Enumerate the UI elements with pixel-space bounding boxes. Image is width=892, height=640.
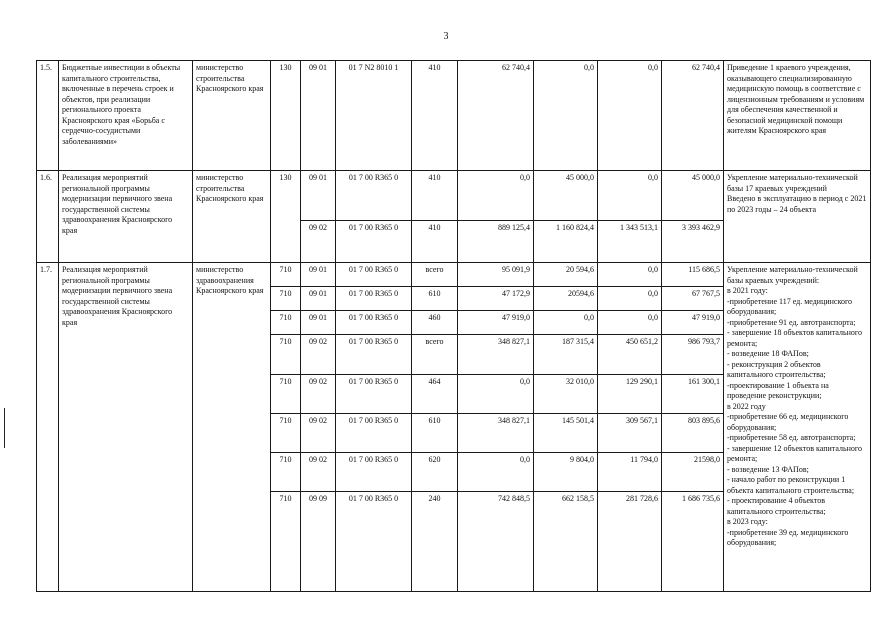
rzpr-code: 09 09 (301, 492, 336, 592)
grbs-code: 710 (271, 375, 301, 414)
table-row (37, 263, 871, 287)
value-2022: 32 010,0 (534, 375, 598, 414)
value-2021: 62 740,4 (458, 61, 534, 171)
value-2021: 0,0 (458, 453, 534, 492)
grbs-code: 710 (271, 414, 301, 453)
csr-code: 01 7 00 R365 0 (336, 335, 412, 375)
rzpr-code: 09 01 (301, 311, 336, 335)
csr-code: 01 7 00 R365 0 (336, 221, 412, 263)
vr-code: 410 (412, 171, 458, 221)
value-2023: 0,0 (598, 287, 662, 311)
value-2022: 0,0 (534, 311, 598, 335)
budget-table (36, 60, 871, 592)
value-2023: 0,0 (598, 263, 662, 287)
value-2023: 0,0 (598, 171, 662, 221)
ministry-name: министерство строительства Красноярского края (193, 171, 271, 263)
value-2023: 1 343 513,1 (598, 221, 662, 263)
value-2023: 281 728,6 (598, 492, 662, 592)
value-2021: 348 827,1 (458, 335, 534, 375)
value-2022: 187 315,4 (534, 335, 598, 375)
page-number: 3 (443, 31, 449, 42)
value-2023: 0,0 (598, 311, 662, 335)
grbs-code: 710 (271, 453, 301, 492)
value-total: 47 919,0 (662, 311, 724, 335)
rzpr-code: 09 01 (301, 171, 336, 221)
grbs-code: 710 (271, 492, 301, 592)
csr-code: 01 7 00 R365 0 (336, 287, 412, 311)
value-2022: 20594,6 (534, 287, 598, 311)
rzpr-code: 09 01 (301, 61, 336, 171)
vr-code: 410 (412, 61, 458, 171)
value-2021: 95 091,9 (458, 263, 534, 287)
vr-code: всего (412, 335, 458, 375)
vr-code: 464 (412, 375, 458, 414)
value-total: 986 793,7 (662, 335, 724, 375)
value-2022: 145 501,4 (534, 414, 598, 453)
value-2022: 662 158,5 (534, 492, 598, 592)
value-2023: 309 567,1 (598, 414, 662, 453)
rzpr-code: 09 01 (301, 263, 336, 287)
value-2023: 0,0 (598, 61, 662, 171)
row-number: 1.6. (37, 171, 59, 263)
value-2021: 348 827,1 (458, 414, 534, 453)
vr-code: 610 (412, 414, 458, 453)
margin-mark (4, 408, 5, 448)
row-number: 1.7. (37, 263, 59, 592)
value-2021: 742 848,5 (458, 492, 534, 592)
grbs-code: 130 (271, 61, 301, 171)
table-row (37, 61, 871, 171)
value-total: 1 686 735,6 (662, 492, 724, 592)
value-2022: 9 804,0 (534, 453, 598, 492)
csr-code: 01 7 00 R365 0 (336, 171, 412, 221)
value-2023: 11 794,0 (598, 453, 662, 492)
rzpr-code: 09 02 (301, 414, 336, 453)
csr-code: 01 7 00 R365 0 (336, 263, 412, 287)
vr-code: 610 (412, 287, 458, 311)
result-note: Приведение 1 краевого учреждения, оказывающего специализированную медицинскую помощь в соответствие с лицензионным требованиям и условиям для обеспечения качественной и безопасной медицинской помощи жителям Красноярского края (724, 61, 871, 171)
rzpr-code: 09 01 (301, 287, 336, 311)
value-total: 62 740,4 (662, 61, 724, 171)
result-note: Укрепление материально-технической базы краевых учреждений: в 2021 году: -приобретение 117 ед. медицинского оборудования; -приобретение 91 ед. автотранспорта; - завершение 18 объектов капитального ремонта; - возведение 18 ФАПов; - реконструкция 2 объектов капитального строительства; -проектирование 1 объекта на проведение реконструкции; в 2022 году -приобретение 66 ед. медицинского оборудования; -приобретение 58 ед. автотранспорта; - завершение 12 объектов капитального ремонта; - возведение 13 ФАПов; - начало работ по реконструкции 1 объекта капитального строительства; - проектирование 4 объектов капитального строительства; в 2023 году: -приобретение 39 ед. медицинского оборудования; (724, 263, 871, 592)
grbs-code: 710 (271, 311, 301, 335)
value-total: 3 393 462,9 (662, 221, 724, 263)
csr-code: 01 7 00 R365 0 (336, 375, 412, 414)
value-2021: 889 125,4 (458, 221, 534, 263)
grbs-code: 710 (271, 335, 301, 375)
measure-name: Реализация мероприятий региональной программы модернизации первичного звена государственной системы здравоохранения Красноярского края (59, 171, 193, 263)
grbs-code: 710 (271, 263, 301, 287)
value-2022: 45 000,0 (534, 171, 598, 221)
value-2021: 47 172,9 (458, 287, 534, 311)
value-2021: 0,0 (458, 375, 534, 414)
ministry-name: министерство здравоохранения Красноярского края (193, 263, 271, 592)
value-2023: 129 290,1 (598, 375, 662, 414)
table-row (37, 171, 871, 221)
rzpr-code: 09 02 (301, 453, 336, 492)
grbs-code: 710 (271, 287, 301, 311)
csr-code: 01 7 00 R365 0 (336, 414, 412, 453)
vr-code: всего (412, 263, 458, 287)
csr-code: 01 7 00 R365 0 (336, 492, 412, 592)
result-note: Укрепление материально-технической базы 17 краевых учреждений Введено в эксплуатацию в период с 2021 по 2023 годы – 24 объекта (724, 171, 871, 263)
value-total: 67 767,5 (662, 287, 724, 311)
value-total: 115 686,5 (662, 263, 724, 287)
rzpr-code: 09 02 (301, 375, 336, 414)
value-total: 21598,0 (662, 453, 724, 492)
ministry-name: министерство строительства Красноярского края (193, 61, 271, 171)
csr-code: 01 7 N2 8010 1 (336, 61, 412, 171)
vr-code: 410 (412, 221, 458, 263)
value-total: 45 000,0 (662, 171, 724, 221)
value-2021: 0,0 (458, 171, 534, 221)
value-total: 803 895,6 (662, 414, 724, 453)
csr-code: 01 7 00 R365 0 (336, 311, 412, 335)
csr-code: 01 7 00 R365 0 (336, 453, 412, 492)
value-2022: 0,0 (534, 61, 598, 171)
value-2022: 20 594,6 (534, 263, 598, 287)
value-2022: 1 160 824,4 (534, 221, 598, 263)
value-total: 161 300,1 (662, 375, 724, 414)
value-2023: 450 651,2 (598, 335, 662, 375)
vr-code: 460 (412, 311, 458, 335)
vr-code: 620 (412, 453, 458, 492)
rzpr-code: 09 02 (301, 335, 336, 375)
rzpr-code: 09 02 (301, 221, 336, 263)
grbs-code: 130 (271, 171, 301, 263)
measure-name: Реализация мероприятий региональной программы модернизации первичного звена государственной системы здравоохранения Красноярского края (59, 263, 193, 592)
measure-name: Бюджетные инвестиции в объекты капитального строительства, включенные в перечень строек и объектов, при реализации регионального проекта Красноярского края «Борьба с сердечно-сосудистыми заболеваниями» (59, 61, 193, 171)
vr-code: 240 (412, 492, 458, 592)
value-2021: 47 919,0 (458, 311, 534, 335)
row-number: 1.5. (37, 61, 59, 171)
